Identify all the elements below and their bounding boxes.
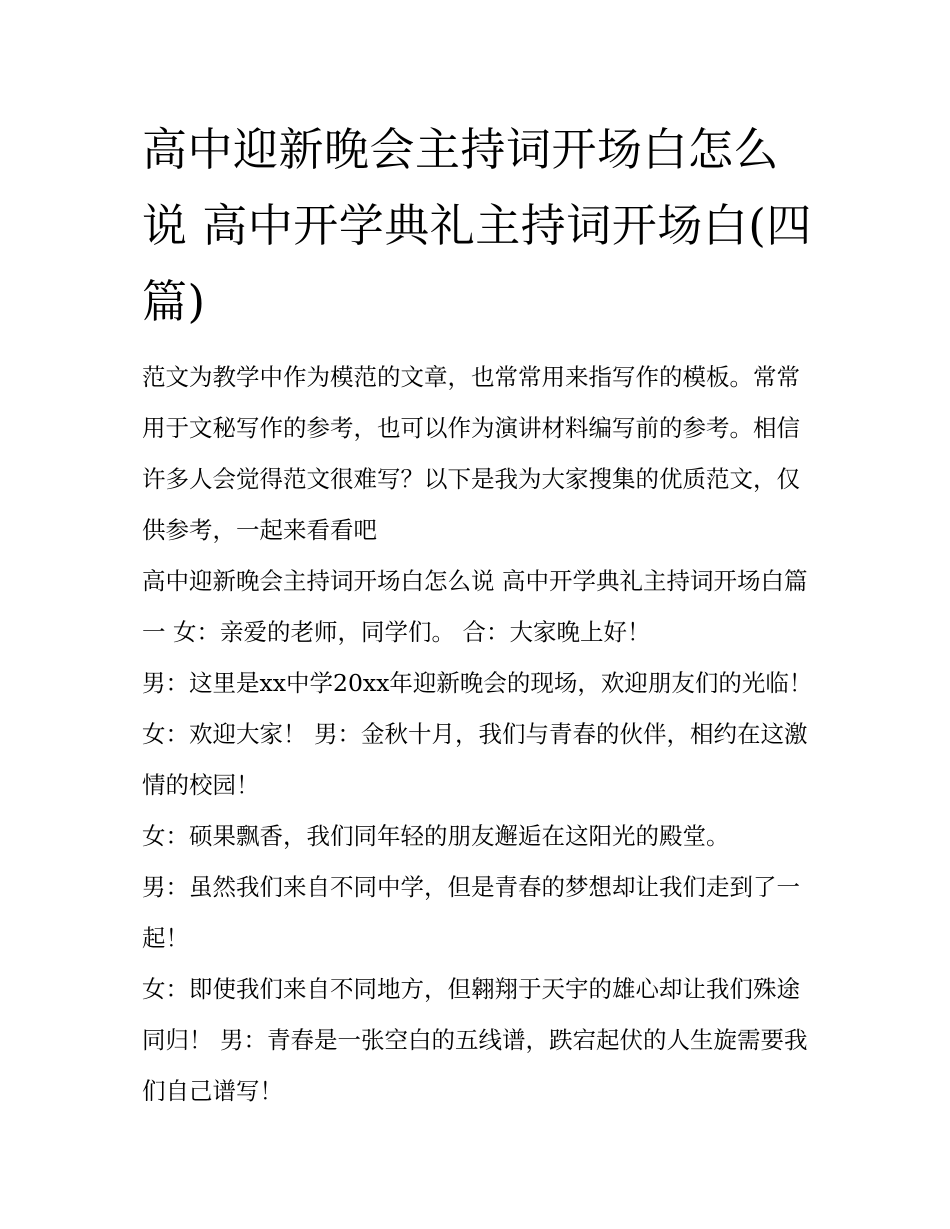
document-body	[142, 112, 814, 1117]
dialogue-paragraph: 男：虽然我们来自不同中学，但是青春的梦想却让我们走到了一起！	[142, 873, 800, 952]
intro-paragraph: 范文为教学中作为模范的文章，也常常用来指写作的模板。常常用于文秘写作的参考，也可以作为演讲材料编写前的参考。相信许多人会觉得范文很难写？以下是我为大家搜集的优质范文，仅供参考，一起来看看吧	[142, 363, 800, 544]
dialogue-paragraph: 女：即使我们来自不同地方，但翱翔于天宇的雄心却让我们殊途同归！ 男：青春是一张空白的五线谱，跌宕起伏的人生旋需要我们自己谱写！	[142, 975, 808, 1105]
dialogue-paragraph: 男：这里是xx中学20xx年迎新晚会的现场，欢迎朋友们的光临！ 女：欢迎大家！ 男：金秋十月，我们与青春的伙伴，相约在这激情的校园！	[142, 669, 813, 799]
dialogue-paragraph: 女：硕果飘香，我们同年轻的朋友邂逅在这阳光的殿堂。	[142, 822, 730, 850]
section-heading-paragraph: 高中迎新晚会主持词开场白怎么说 高中开学典礼主持词开场白篇一 女：亲爱的老师，同学们。 合：大家晚上好！	[142, 567, 808, 646]
document-title: 高中迎新晚会主持词开场白怎么说 高中开学典礼主持词开场白(四篇)	[142, 123, 812, 328]
